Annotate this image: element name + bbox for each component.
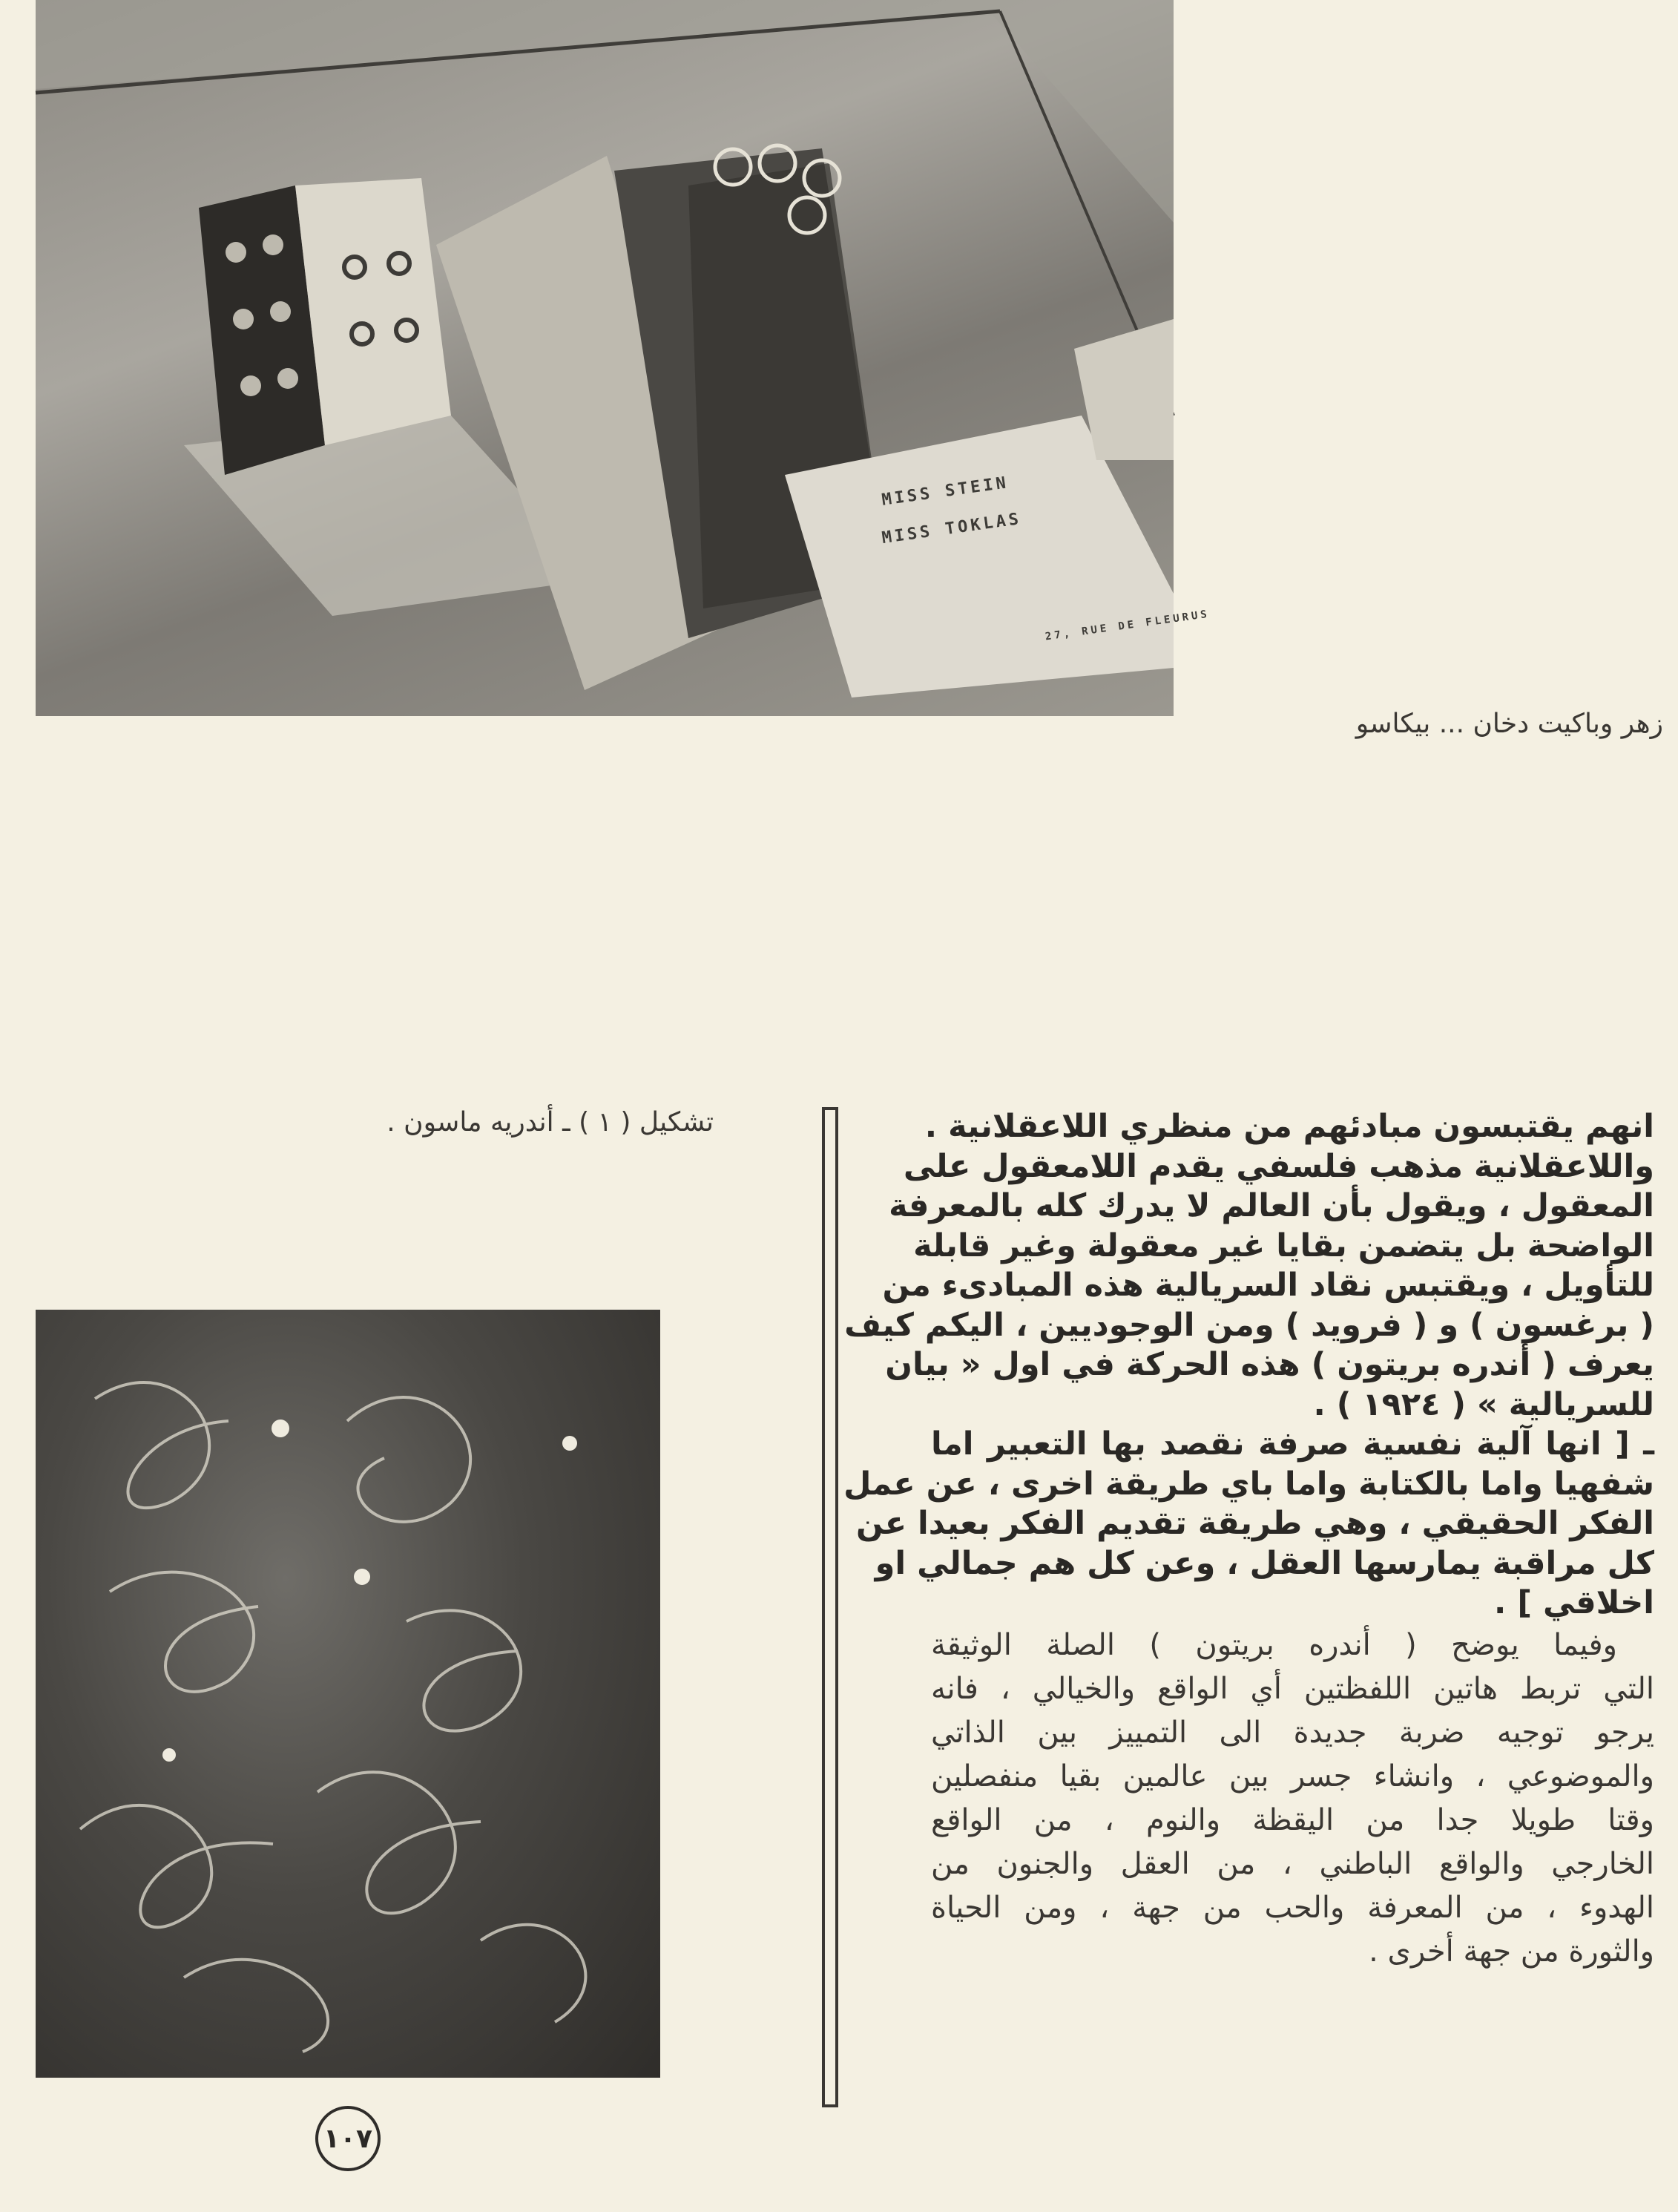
abstract-lines-drawing xyxy=(36,1310,660,2078)
still-life-drawing xyxy=(36,0,1174,716)
figure1-caption: زهر وباكيت دخان ... بيكاسو xyxy=(1355,709,1663,739)
article-line: ( برغسون ) و ( فرويد ) ومن الوجوديين ، اليكم كيف xyxy=(844,1306,1654,1344)
card-line-3: 27, RUE DE FLEURUS xyxy=(1044,608,1211,643)
article-line: شفهيا واما بالكتابة واما باي طريقة اخرى ، عن عمل xyxy=(843,1465,1654,1503)
article-line: الخارجي والواقع الباطني ، من العقل والجنون من xyxy=(931,1846,1654,1881)
article-line: انهم يقتبسون مبادئهم من منظري اللاعقلانية . xyxy=(924,1108,1654,1145)
page-number: ١٠٧ xyxy=(315,2106,381,2171)
article-line: الواضحة بل يتضمن بقايا غير معقولة وغير قابلة xyxy=(913,1227,1654,1264)
article-line: الفكر الحقيقي ، وهي طريقة تقديم الفكر بعيدا عن xyxy=(856,1505,1654,1542)
article-line: المعقول ، ويقول بأن العالم لا يدرك كله بالمعرفة xyxy=(889,1187,1654,1224)
article-line: وقتا طويلا جدا من اليقظة والنوم ، من الواقع xyxy=(931,1802,1654,1837)
figure2-caption: تشكيل ( ١ ) ـ أندريه ماسون . xyxy=(386,1107,714,1138)
article-line: كل مراقبة يمارسها العقل ، وعن كل هم جمالي او xyxy=(875,1544,1654,1582)
picasso-still-life-photo xyxy=(36,0,1211,716)
article-line: يعرف ( أندره بريتون ) هذه الحركة في اول « بيان xyxy=(885,1346,1654,1383)
article-line: التي تربط هاتين اللفظتين أي الواقع والخيالي ، فانه xyxy=(931,1671,1654,1706)
article-column xyxy=(843,1107,1654,1974)
article-line: والموضوعي ، وانشاء جسر بين عالمين بقيا منفصلين xyxy=(931,1759,1654,1793)
article-line: للتأويل ، ويقتبس نقاد السريالية هذه المبادىء من xyxy=(882,1267,1654,1304)
article-line: والثورة من جهة أخرى . xyxy=(1369,1934,1654,1969)
card-line-2: MISS TOKLAS xyxy=(881,509,1023,548)
article-line: الهدوء ، من المعرفة والحب من جهة ، ومن الحياة xyxy=(931,1890,1654,1925)
article-line: للسريالية » ( ١٩٢٤ ) . xyxy=(1313,1385,1654,1423)
andre-masson-painting xyxy=(36,1310,660,2078)
article-line: واللاعقلانية مذهب فلسفي يقدم اللامعقول على xyxy=(903,1147,1654,1185)
article-line: وفيما يوضح ( أندره بريتون ) الصلة الوثيقة xyxy=(931,1627,1617,1662)
card-line-1: MISS STEIN xyxy=(881,473,1010,510)
article-line: ـ [ انها آلية نفسية صرفة نقصد بها التعبير اما xyxy=(931,1425,1654,1463)
article-line: اخلاقي ] . xyxy=(1494,1584,1654,1621)
article-line: يرجو توجيه ضربة جديدة الى التمييز بين الذاتي xyxy=(931,1715,1654,1750)
column-rule xyxy=(822,1107,838,2107)
